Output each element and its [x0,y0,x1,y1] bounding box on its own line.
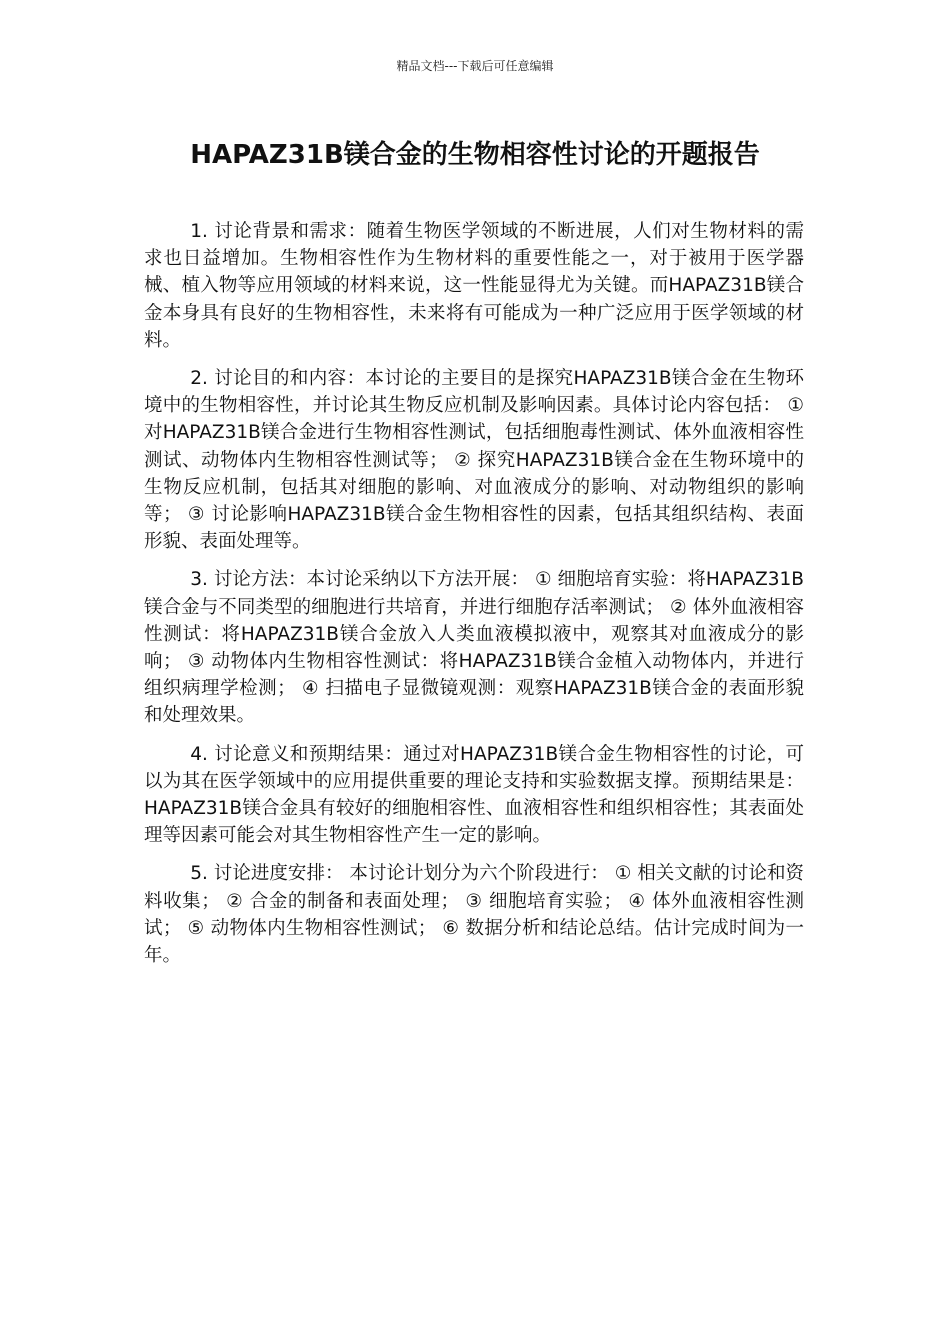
document-body [144,218,804,980]
paragraph-background: 1. 讨论背景和需求：随着生物医学领域的不断进展，人们对生物材料的需求也日益增加。生物相容性作为生物材料的重要性能之一，对于被用于医学器械、植入物等应用领域的材料来说，这一性能显得尤为关键。而HAPAZ31B镁合金本身具有良好的生物相容性，未来将有可能成为一种广泛应用于医学领域的材料。 [144,221,804,351]
header-note: 精品文档---下载后可任意编辑 [396,59,554,73]
paragraph-purpose: 2. 讨论目的和内容：本讨论的主要目的是探究HAPAZ31B镁合金在生物环境中的生物相容性，并讨论其生物反应机制及影响因素。具体讨论内容包括： ① 对HAPAZ31B镁合金进行生物相容性测试，包括细胞毒性测试、体外血液相容性测试、动物体内生物相容性测试等； ② 探究HAPAZ31B镁合金在生物环境中的生物反应机制，包括其对细胞的影响、对血液成分的影响、对动物组织的影响等； ③ 讨论影响HAPAZ31B镁合金生物相容性的因素，包括其组织结构、表面形貌、表面处理等。 [144,368,804,553]
paragraph-schedule: 5. 讨论进度安排： 本讨论计划分为六个阶段进行： ① 相关文献的讨论和资料收集； ② 合金的制备和表面处理； ③ 细胞培育实验； ④ 体外血液相容性测试； ⑤ 动物体内生物相容性测试； ⑥ 数据分析和结论总结。估计完成时间为一年。 [144,863,804,967]
paragraph-significance: 4. 讨论意义和预期结果：通过对HAPAZ31B镁合金生物相容性的讨论，可以为其在医学领域中的应用提供重要的理论支持和实验数据支撑。预期结果是：HAPAZ31B镁合金具有较好的细胞相容性、血液相容性和组织相容性；其表面处理等因素可能会对其生物相容性产生一定的影响。 [144,743,804,847]
paragraph-methods: 3. 讨论方法：本讨论采纳以下方法开展： ① 细胞培育实验：将HAPAZ31B镁合金与不同类型的细胞进行共培育，并进行细胞存活率测试； ② 体外血液相容性测试：将HAPAZ31B镁合金放入人类血液模拟液中，观察其对血液成分的影响； ③ 动物体内生物相容性测试：将HAPAZ31B镁合金植入动物体内，并进行组织病理学检测； ④ 扫描电子显微镜观测：观察HAPAZ31B镁合金的表面形貌和处理效果。 [144,569,804,727]
document-title: HAPAZ31B镁合金的生物相容性讨论的开题报告 [190,140,760,170]
